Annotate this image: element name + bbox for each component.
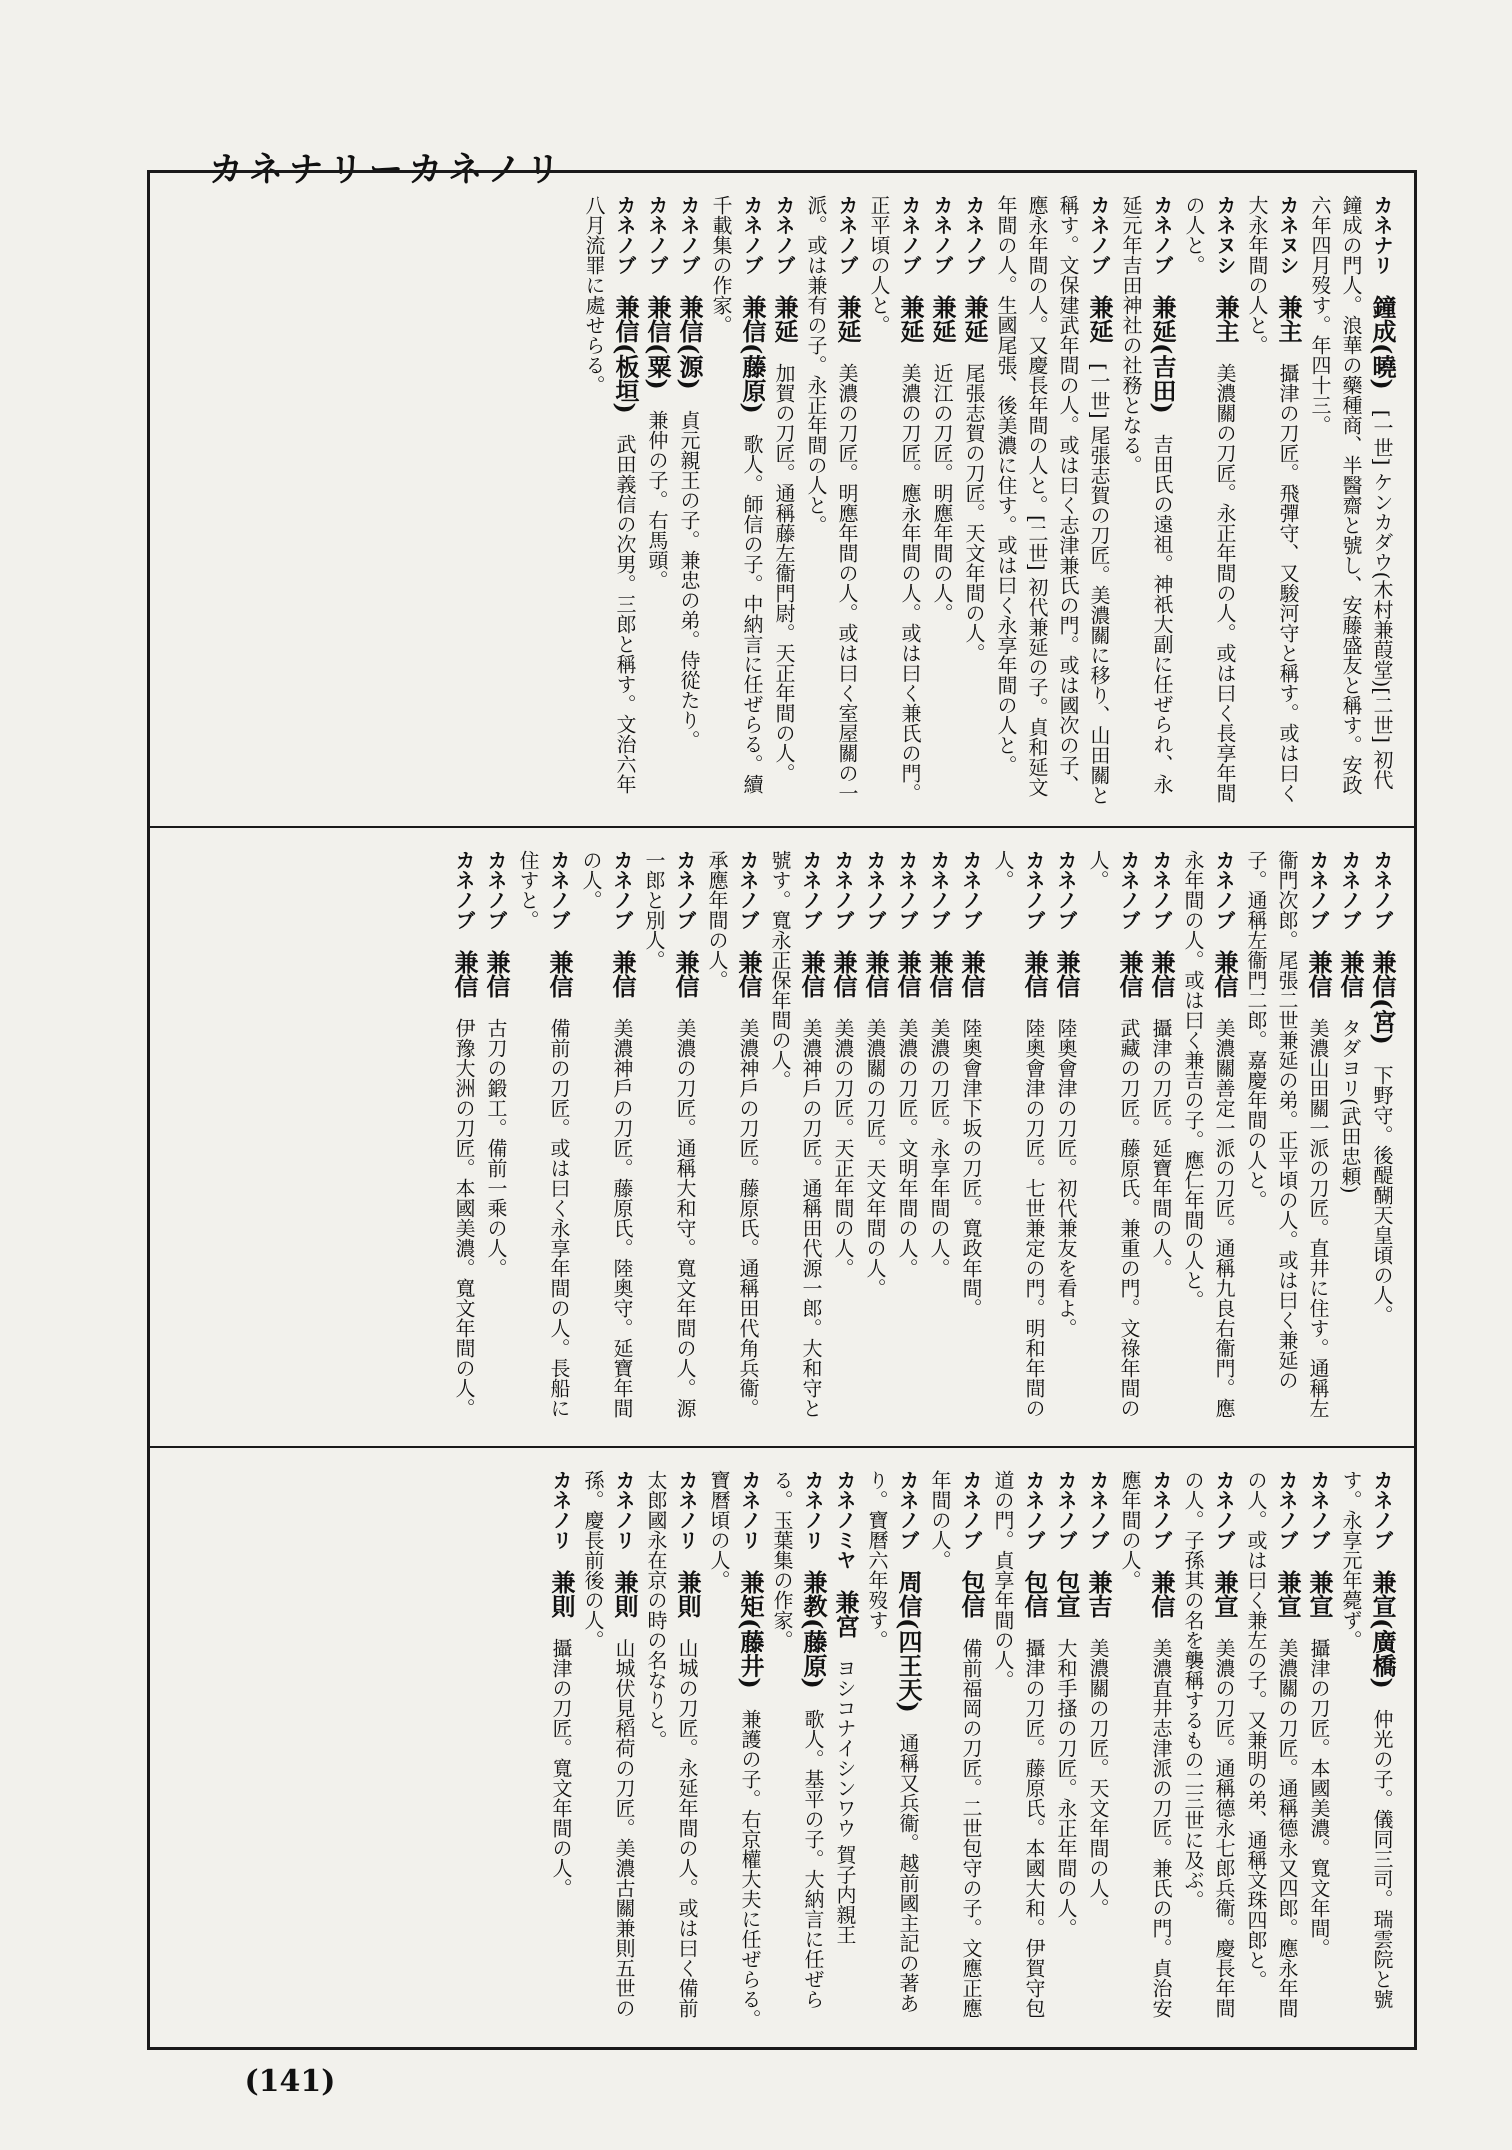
entry-headword-kana: カネノブ <box>1338 850 1362 930</box>
entry-headword-kana: カネノブ <box>613 195 637 275</box>
entry-headword-kana: カネノブ <box>927 850 951 930</box>
entry-headword-kana: カネノブ <box>1022 850 1046 930</box>
entry-headword-kanji: 兼吉 <box>1084 1570 1113 1618</box>
entry-headword-kana: カネノブ <box>1149 850 1173 930</box>
entry-headword-kanji: 兼則 <box>610 1570 639 1618</box>
entry-headword-kanji: 兼宣 <box>1273 1570 1302 1618</box>
entry-headword-kana: カネノリ <box>738 1470 762 1550</box>
entry-headword-kana: カネノブ <box>863 850 887 930</box>
entry-definition: 美濃山田關一派の刀匠。直井に住す。通稱左衞門次郎。尾張二世兼延の弟。正平頃の人。或は曰く兼延の子。通稱左衞門二郎。嘉慶年間の人と。 <box>1244 850 1330 1418</box>
entry-definition: 歌人。師信の子。中納言に任ぜらる。續千載集の作家。 <box>709 195 764 794</box>
entry-headword-kanji: 兼延 <box>833 295 862 343</box>
dictionary-entry <box>764 850 827 1428</box>
entry-definition: 仲光の子。儀同三司。瑞雲院と號す。永享元年薨ず。 <box>1339 1470 1394 2009</box>
running-header: カネナリーカネノリ <box>209 149 566 190</box>
entry-headword-kanji: 包宣 <box>1052 1570 1081 1618</box>
dictionary-entry <box>1241 195 1304 808</box>
entry-headword-kanji: 兼信 <box>450 950 479 998</box>
entry-headword-kanji: 兼宣(廣橋) <box>1368 1570 1397 1689</box>
dictionary-entry <box>1050 850 1082 1428</box>
dictionary-entry <box>990 195 1115 808</box>
entry-headword-kana: カネノブ <box>1370 850 1394 930</box>
dictionary-entry <box>1304 195 1398 808</box>
entry-definition: 美濃關の刀匠。永正年間の人。或は曰く長享年間の人と。 <box>1182 195 1237 803</box>
entry-definition: 山城伏見稻荷の刀匠。美濃古關兼則五世の孫。慶長前後の人。 <box>581 1470 636 2018</box>
entry-headword-kana: カネノブ <box>1370 1470 1394 1550</box>
entry-headword-kana: カネヌシ <box>1213 195 1237 275</box>
entry-headword-kanji: 兼信 <box>545 950 574 998</box>
dictionary-entry <box>578 195 641 808</box>
entry-definition: 攝津の刀匠。寬文年間の人。 <box>549 1638 573 1898</box>
entry-headword-kana: カネノブ <box>1117 850 1141 930</box>
entry-headword-kana: カネノリ <box>549 1470 573 1550</box>
entry-definition: 美濃の刀匠。應永年間の人。或は曰く兼氏の門。正平頃の人と。 <box>867 195 922 803</box>
dictionary-entry <box>1303 1470 1335 2029</box>
entry-headword-kanji: 鐘成(曉) <box>1368 295 1397 390</box>
dictionary-entry <box>701 850 764 1428</box>
entry-headword-kanji: 兼信 <box>1147 1570 1176 1618</box>
entry-headword-kana: カネノブ <box>959 1470 983 1550</box>
entry-headword-kana: カネノブ <box>740 195 764 275</box>
entry-headword-kanji: 兼宮 <box>831 1590 860 1638</box>
entry-headword-kana: カネノリ <box>675 1470 699 1550</box>
entry-headword-kanji: 兼信(藤原) <box>738 295 767 414</box>
entry-headword-kanji: 包信 <box>957 1570 986 1618</box>
entry-headword-kanji: 兼主 <box>1274 295 1303 343</box>
entry-headword-kana: カネノブ <box>831 850 855 930</box>
entry-headword-kanji: 兼延(吉田) <box>1148 295 1177 414</box>
band-bottom <box>150 1448 1414 2047</box>
dictionary-entry <box>859 850 891 1428</box>
entry-definition: 兼護の子。右京權大夫に任ぜらる。寶曆頃の人。 <box>707 1470 762 2029</box>
dictionary-entry <box>640 1470 703 2029</box>
entry-headword-kana: カネノブ <box>452 850 476 930</box>
dictionary-entry <box>1334 850 1366 1428</box>
entry-headword-kana: カネノブ <box>1054 1470 1078 1550</box>
entry-headword-kanji: 兼矩(藤井) <box>736 1570 765 1689</box>
page-number: (141) <box>244 2063 336 2099</box>
dictionary-entry <box>575 850 638 1428</box>
entry-definition: 美濃關の刀匠。天文年間の人。 <box>1086 1638 1110 1918</box>
dictionary-entry <box>1115 195 1178 808</box>
entry-definition: 武藏の刀匠。藤原氏。兼重の門。文祿年間の人。 <box>1086 850 1141 1418</box>
entry-headword-kana: カネノブ <box>547 850 571 930</box>
entry-headword-kanji: 兼信(粟) <box>643 295 672 390</box>
entry-definition: 通稱又兵衞。越前國主記の著あり。寶曆六年歿す。 <box>865 1470 920 2013</box>
entry-headword-kana: カネノブ <box>736 850 760 930</box>
dictionary-entry <box>638 850 701 1428</box>
entry-headword-kanji: 周信(四王天) <box>894 1570 923 1713</box>
entry-definition: [一世] 尾張志賀の刀匠。美濃關に移り、山田關と稱す。文保建武年間の人。或は曰く志津兼氏の門。或は國次の子、應永年間の人。又慶長年間の人と。[二世] 初代兼延の子。貞和延文年間の人。生國尾張、後美濃に住す。或は曰く永享年間の人と。 <box>994 195 1111 805</box>
dictionary-entry <box>703 1470 766 2029</box>
entry-definition: 武田義信の次男。三郎と稱す。文治六年八月流罪に處せらる。 <box>582 195 637 794</box>
dictionary-entry <box>1177 1470 1240 2029</box>
band-middle-columns <box>166 850 1398 1428</box>
dictionary-entry <box>673 195 705 808</box>
dictionary-entry <box>768 195 800 808</box>
dictionary-entry <box>1240 1470 1303 2029</box>
entry-headword-kana: カネノブ <box>610 850 634 930</box>
dictionary-entry <box>1335 1470 1398 2029</box>
entry-headword-kanji: 兼信 <box>893 950 922 998</box>
dictionary-entry <box>1082 1470 1114 2029</box>
entry-definition: 美濃神戶の刀匠。藤原氏。陸奧守。延寶年間の人。 <box>579 850 634 1418</box>
entry-headword-kana: カネノブ <box>1212 850 1236 930</box>
entry-definition: 美濃の刀匠。通稱德永七郎兵衞。慶長年間の人。子孫其の名を襲稱するもの二三世に及ぶ。 <box>1181 1470 1236 2018</box>
entry-definition: 兼仲の子。右馬頭。 <box>645 409 669 590</box>
entry-headword-kana: カネノブ <box>1054 850 1078 930</box>
entry-definition: 美濃の刀匠。通稱大和守。寬文年間の人。源一郎と別人。 <box>642 850 697 1418</box>
dictionary-entry <box>955 850 987 1428</box>
entry-headword-kana: カネノブ <box>896 1470 920 1550</box>
dictionary-entry <box>1177 850 1240 1428</box>
dictionary-entry <box>829 1470 861 2029</box>
entry-headword-kanji: 兼信 <box>1020 950 1049 998</box>
entry-definition: 備前福岡の刀匠。二世包守の子。文應正應年間の人。 <box>928 1470 983 2018</box>
entry-headword-kana: カネノリ <box>612 1470 636 1550</box>
entry-headword-kana: カネノブ <box>799 850 823 930</box>
dictionary-entry <box>863 195 926 808</box>
entry-headword-kanji: 兼延 <box>960 295 989 343</box>
band-middle <box>150 828 1414 1448</box>
entry-headword-kanji: 兼宣 <box>1305 1570 1334 1618</box>
entry-headword-kana: カネノブ <box>673 850 697 930</box>
dictionary-entry <box>987 1470 1050 2029</box>
entry-definition: 美濃の刀匠。明應年間の人。或は曰く室屋關の一派。或は兼有の子。永正年間の人と。 <box>804 195 859 803</box>
entry-headword-kana: カネノブ <box>930 195 954 275</box>
entry-headword-kanji: 兼信 <box>1147 950 1176 998</box>
dictionary-entry <box>861 1470 924 2029</box>
entry-definition: 備前の刀匠。或は曰く永享年間の人。長船に住すと。 <box>516 850 571 1418</box>
entry-headword-kana: カネノブ <box>1306 850 1330 930</box>
entry-definition: 古刀の鍛工。備前一乘の人。 <box>484 1018 508 1278</box>
dictionary-frame <box>147 170 1417 2050</box>
dictionary-entry <box>827 850 859 1428</box>
entry-headword-kanji: 兼則 <box>547 1570 576 1618</box>
entry-headword-kana: カネノブ <box>645 195 669 275</box>
entry-headword-kanji: 兼信 <box>608 950 637 998</box>
entry-headword-kana: カネノブ <box>898 195 922 275</box>
entry-definition: 美濃關の刀匠。通稱德永又四郎。應永年間の人。或は曰く兼左の子。又兼明の弟、通稱文珠四郎と。 <box>1244 1470 1299 2018</box>
band-top <box>150 173 1414 828</box>
entry-headword-kanji: 包信 <box>1020 1570 1049 1618</box>
entry-headword-kanji: 兼信 <box>829 950 858 998</box>
entry-headword-kana: カネノブ <box>677 195 701 275</box>
entry-definition: 歌人。基平の子。大納言に任ぜらる。玉葉集の作家。 <box>770 1470 825 2009</box>
entry-headword-kana: カネノブ <box>1149 1470 1173 1550</box>
entry-headword-kanji: 兼信 <box>671 950 700 998</box>
dictionary-entry <box>577 1470 640 2029</box>
dictionary-entry <box>958 195 990 808</box>
entry-headword-kanji: 兼主 <box>1211 295 1240 343</box>
entry-definition: 攝津の刀匠。延寶年間の人。 <box>1149 1018 1173 1278</box>
entry-definition: 吉田氏の遠祖。神祇大副に任ぜられ、永延元年吉田神社の社務となる。 <box>1119 195 1174 794</box>
entry-headword-kana: カネノブ <box>1150 195 1174 275</box>
entry-headword-kanji: 兼則 <box>673 1570 702 1618</box>
entry-headword-kanji: 兼信(宮) <box>1368 950 1397 1045</box>
entry-headword-kanji: 兼信 <box>957 950 986 998</box>
dictionary-entry <box>641 195 673 808</box>
entry-definition: タダヨリ(武田忠頼) <box>1338 1018 1362 1194</box>
dictionary-entry <box>1366 850 1398 1428</box>
dictionary-entry <box>1050 1470 1082 2029</box>
dictionary-entry <box>705 195 768 808</box>
dictionary-entry <box>1082 850 1145 1428</box>
entry-headword-kanji: 兼信(板垣) <box>611 295 640 414</box>
dictionary-entry <box>1178 195 1241 808</box>
entry-headword-kanji: 兼信 <box>1052 950 1081 998</box>
entry-definition: 美濃神戶の刀匠。藤原氏。通稱田代角兵衞。承應年間の人。 <box>705 850 760 1418</box>
dictionary-entry <box>1145 850 1177 1428</box>
entry-headword-kanji: 兼延 <box>1085 295 1114 343</box>
entry-definition: 尾張志賀の刀匠。天文年間の人。 <box>962 363 986 663</box>
dictionary-entry <box>891 850 923 1428</box>
entry-headword-kanji: 兼信 <box>1210 950 1239 998</box>
entry-headword-kana: カネノブ <box>1087 195 1111 275</box>
entry-headword-kanji: 兼信 <box>482 950 511 998</box>
entry-definition: 陸奧會津下坂の刀匠。寬政年間。 <box>959 1018 983 1318</box>
entry-headword-kanji: 兼信 <box>1336 950 1365 998</box>
entry-definition: 美濃の刀匠。文明年間の人。 <box>895 1018 919 1278</box>
band-bottom-columns <box>166 1470 1398 2029</box>
dictionary-entry <box>923 850 955 1428</box>
entry-headword-kana: カネノブ <box>962 195 986 275</box>
entry-headword-kanji: 兼教(藤原) <box>799 1570 828 1689</box>
entry-definition: 攝津の刀匠。藤原氏。本國大和。伊賀守包道の門。貞享年間の人。 <box>991 1470 1046 2018</box>
entry-definition: 美濃の刀匠。永享年間の人。 <box>927 1018 951 1278</box>
entry-definition: 山城の刀匠。永延年間の人。或は曰く備前太郎國永在京の時の名なりと。 <box>644 1470 699 2018</box>
entry-headword-kanji: 兼延 <box>896 295 925 343</box>
entry-headword-kanji: 兼延 <box>770 295 799 343</box>
dictionary-entry <box>1114 1470 1177 2029</box>
entry-definition: 攝津の刀匠。本國美濃。寬文年間。 <box>1307 1638 1331 1958</box>
entry-definition: 加賀の刀匠。通稱藤左衞門尉。天正年間の人。 <box>772 363 796 783</box>
entry-definition: 美濃の刀匠。天正年間の人。 <box>831 1018 855 1278</box>
entry-headword-kana: カネノリ <box>801 1470 825 1550</box>
entry-headword-kana: カネノブ <box>835 195 859 275</box>
entry-headword-kanji: 兼信 <box>1115 950 1144 998</box>
entry-definition: 下野守。後醍醐天皇頃の人。 <box>1370 1064 1394 1325</box>
entry-headword-kana: カネノブ <box>959 850 983 930</box>
entry-headword-kanji: 兼信 <box>797 950 826 998</box>
dictionary-entry <box>987 850 1050 1428</box>
entry-definition: [一世] ケンカダウ(木村兼葭堂)[二世] 初代鐘成の門人。浪華の藥種商、半醫齋と號し、安藤盛友と稱す。安政六年四月歿す。年四十三。 <box>1308 195 1394 795</box>
entry-headword-kanji: 兼信(源) <box>675 295 704 390</box>
entry-headword-kanji: 兼信 <box>861 950 890 998</box>
entry-headword-kana: カネノブ <box>772 195 796 275</box>
entry-headword-kana: カネノブ <box>1212 1470 1236 1550</box>
entry-headword-kana: カネヌシ <box>1276 195 1300 275</box>
dictionary-entry <box>448 850 480 1428</box>
entry-headword-kanji: 兼信 <box>925 950 954 998</box>
dictionary-entry <box>800 195 863 808</box>
entry-headword-kana: カネノブ <box>1275 1470 1299 1550</box>
entry-headword-kanji: 兼信 <box>734 950 763 998</box>
entry-headword-kana: カネノブ <box>1022 1470 1046 1550</box>
entry-definition: ヨシコナイシンワウ 賀子内親王 <box>833 1658 857 1945</box>
entry-definition: 美濃關善定一派の刀匠。通稱九良右衞門。應永年間の人。或は曰く兼吉の子。應仁年間の人と。 <box>1181 850 1236 1418</box>
entry-headword-kanji: 兼宣 <box>1210 1570 1239 1618</box>
entry-definition: 陸奧會津の刀匠。七世兼定の門。明和年間の人。 <box>991 850 1046 1418</box>
entry-headword-kanji: 兼延 <box>928 295 957 343</box>
entry-headword-kana: カネノブ <box>1086 1470 1110 1550</box>
dictionary-entry <box>480 850 512 1428</box>
dictionary-entry <box>512 850 575 1428</box>
entry-definition: 攝津の刀匠。飛彈守、又駿河守と稱す。或は曰く大永年間の人と。 <box>1245 195 1300 803</box>
entry-definition: 大和手搔の刀匠。永正年間の人。 <box>1054 1638 1078 1938</box>
entry-definition: 近江の刀匠。明應年間の人。 <box>930 363 954 623</box>
dictionary-entry <box>924 1470 987 2029</box>
entry-headword-kana: カネノブ <box>895 850 919 930</box>
dictionary-entry <box>545 1470 577 2029</box>
entry-definition: 美濃神戶の刀匠。通稱田代源一郎。大和守と號す。寬永正保年間の人。 <box>768 850 823 1418</box>
entry-definition: 美濃關の刀匠。天文年間の人。 <box>863 1018 887 1298</box>
entry-headword-kana: カネナリ <box>1370 195 1394 275</box>
entry-headword-kana: カネノブ <box>484 850 508 930</box>
entry-definition: 美濃直井志津派の刀匠。兼氏の門。貞治安應年間の人。 <box>1118 1470 1173 2018</box>
dictionary-entry <box>1240 850 1334 1428</box>
band-top-columns <box>166 195 1398 808</box>
dictionary-entry <box>766 1470 829 2029</box>
entry-headword-kana: カネノブ <box>1307 1470 1331 1550</box>
dictionary-entry <box>926 195 958 808</box>
entry-definition: 貞元親王の子。兼忠の弟。侍從たり。 <box>677 409 701 750</box>
entry-headword-kanji: 兼信 <box>1304 950 1333 998</box>
entry-definition: 伊豫大洲の刀匠。本國美濃。寬文年間の人。 <box>452 1018 476 1418</box>
entry-headword-kana: カネノミヤ <box>833 1470 857 1570</box>
entry-definition: 陸奧會津の刀匠。初代兼友を看よ。 <box>1054 1018 1078 1338</box>
